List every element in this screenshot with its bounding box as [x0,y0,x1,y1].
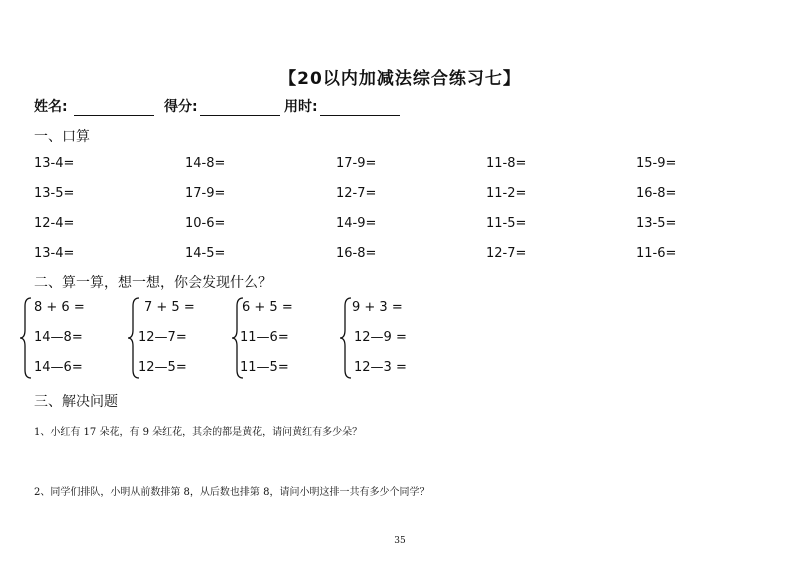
think-item: 12—5= [138,360,187,375]
oral-item: 13-4= [34,246,75,261]
think-item: 12—3 = [354,360,407,375]
name-field [34,96,154,116]
left-brace-icon [18,296,34,380]
oral-item: 14-9= [336,216,377,231]
think-item: 6 + 5 = [242,300,293,315]
oral-item: 13-5= [636,216,677,231]
oral-item: 14-8= [185,156,226,171]
think-item: 12—9 = [354,330,407,345]
oral-item: 14-5= [185,246,226,261]
think-item: 11—5= [240,360,289,375]
oral-item: 15-9= [636,156,677,171]
word-problem-2: 2、同学们排队，小明从前数排第 8，从后数也排第 8，请问小明这排一共有多少个同学？ [34,487,430,498]
worksheet-title: 【20以内加减法综合练习七】 [279,69,521,89]
think-item: 11—6= [240,330,289,345]
think-item: 9 + 3 = [352,300,403,315]
name-label: 姓名: [34,99,68,115]
time-blank [320,101,400,116]
think-item: 12—7= [138,330,187,345]
oral-item: 10-6= [185,216,226,231]
score-blank [200,101,280,116]
section-think-heading: 二、算一算，想一想，你会发现什么？ [34,275,272,291]
think-item: 7 + 5 = [144,300,195,315]
oral-item: 11-8= [486,156,527,171]
score-field [164,96,280,116]
score-label: 得分: [164,99,198,115]
think-item: 14—6= [34,360,83,375]
section-oral-heading: 一、口算 [34,129,90,145]
word-problem-1: 1、小红有 17 朵花，有 9 朵红花，其余的都是黄花，请问黄红有多少朵？ [34,427,363,438]
time-field [284,96,400,116]
section-problems-heading: 三、解决问题 [34,394,118,410]
oral-item: 12-7= [336,186,377,201]
name-blank [74,101,154,116]
oral-item: 16-8= [636,186,677,201]
oral-item: 12-4= [34,216,75,231]
oral-item: 12-7= [486,246,527,261]
oral-item: 17-9= [185,186,226,201]
page-number: 35 [394,536,406,546]
oral-item: 13-4= [34,156,75,171]
oral-item: 17-9= [336,156,377,171]
think-item: 8 + 6 = [34,300,85,315]
oral-item: 16-8= [336,246,377,261]
oral-item: 11-6= [636,246,677,261]
oral-item: 13-5= [34,186,75,201]
oral-item: 11-5= [486,216,527,231]
oral-item: 11-2= [486,186,527,201]
time-label: 用时: [284,99,318,115]
think-item: 14—8= [34,330,83,345]
